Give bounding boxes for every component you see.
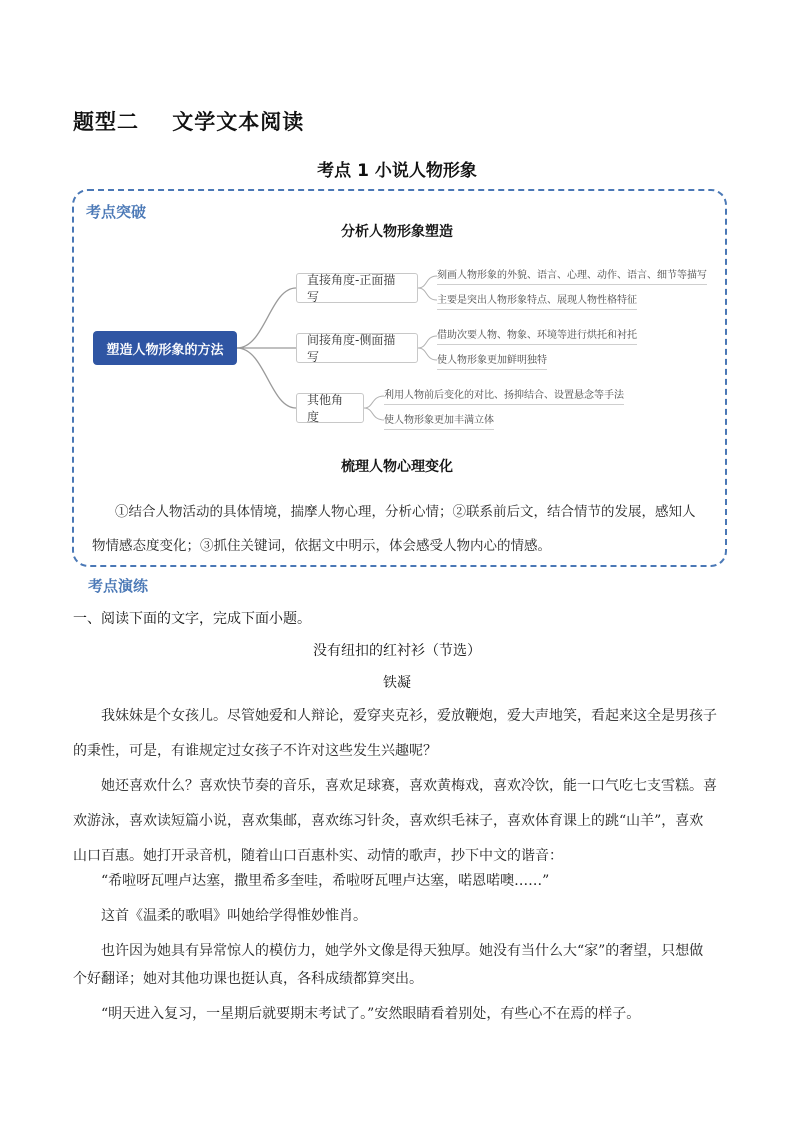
question-intro: 一、阅读下面的文字，完成下面小题。 [73,611,311,627]
story-line: 这首《温柔的歌唱》叫她给学得惟妙惟肖。 [101,908,367,924]
practice-label: 考点演练 [88,577,149,595]
mindmap-leaf: 主要是突出人物形象特点、展现人物性格特征 [437,291,637,310]
kaodian-title: 考点 1 小说人物形象 [317,161,477,181]
story-line: 山口百惠。她打开录音机，随着山口百惠朴实、动情的歌声，抄下中文的谐音： [73,848,563,864]
story-line: 我妹妹是个女孩儿。尽管她爱和人辩论，爱穿夹克衫，爱放鞭炮，爱大声地笑，看起来这全是男孩子 [101,708,717,724]
story-line: 也许因为她具有异常惊人的模仿力，她学外文像是得天独厚。她没有当什么大“家”的奢望，只想做 [101,943,704,959]
story-line: “希啦呀瓦哩卢达塞，撒里希多奎哇，希啦呀瓦哩卢达塞，喏恩喏噢……” [101,873,550,889]
story-title: 没有纽扣的红衬衫（节选） [313,643,481,659]
mindmap-branch-indirect: 间接角度-侧面描写 [296,333,418,363]
mindmap-leaf: 使人物形象更加丰满立体 [384,411,494,430]
method-paragraph-line: 物情感态度变化；③抓住关键词，依据文中明示，体会感受人物内心的情感。 [92,538,551,554]
mindmap-leaf: 借助次要人物、物象、环境等进行烘托和衬托 [437,326,637,345]
mindmap-branch-direct: 直接角度-正面描写 [296,273,418,303]
story-line: 欢游泳，喜欢读短篇小说，喜欢集邮，喜欢练习针灸，喜欢织毛袜子，喜欢体育课上的跳“山羊”，喜欢 [73,813,704,829]
mindmap-center-node: 塑造人物形象的方法 [93,331,237,365]
story-author: 铁凝 [383,675,411,691]
psychology-heading: 梳理人物心理变化 [341,459,453,475]
section-title: 题型二 文学文本阅读 [73,110,305,134]
breakthrough-label: 考点突破 [86,203,147,221]
story-line: 她还喜欢什么？喜欢快节奏的音乐，喜欢足球赛，喜欢黄梅戏，喜欢冷饮，能一口气吃七支雪糕。喜 [101,778,717,794]
mindmap-heading: 分析人物形象塑造 [341,224,453,240]
story-line: “明天进入复习，一星期后就要期末考试了。”安然眼睛看着别处，有些心不在焉的样子。 [101,1006,641,1022]
mindmap-branch-other: 其他角度 [296,393,364,423]
mindmap-leaf: 利用人物前后变化的对比、扬抑结合、设置悬念等手法 [384,386,624,405]
story-line: 个好翻译；她对其他功课也挺认真，各科成绩都算突出。 [73,971,423,987]
story-line: 的秉性，可是，有谁规定过女孩子不许对这些发生兴趣呢？ [73,743,437,759]
method-paragraph-line: ①结合人物活动的具体情境，揣摩人物心理，分析心情；②联系前后文，结合情节的发展，感知人 [115,504,696,520]
mindmap-leaf: 使人物形象更加鲜明独特 [437,351,547,370]
mindmap-leaf: 刻画人物形象的外貌、语言、心理、动作、语言、细节等描写 [437,266,707,285]
